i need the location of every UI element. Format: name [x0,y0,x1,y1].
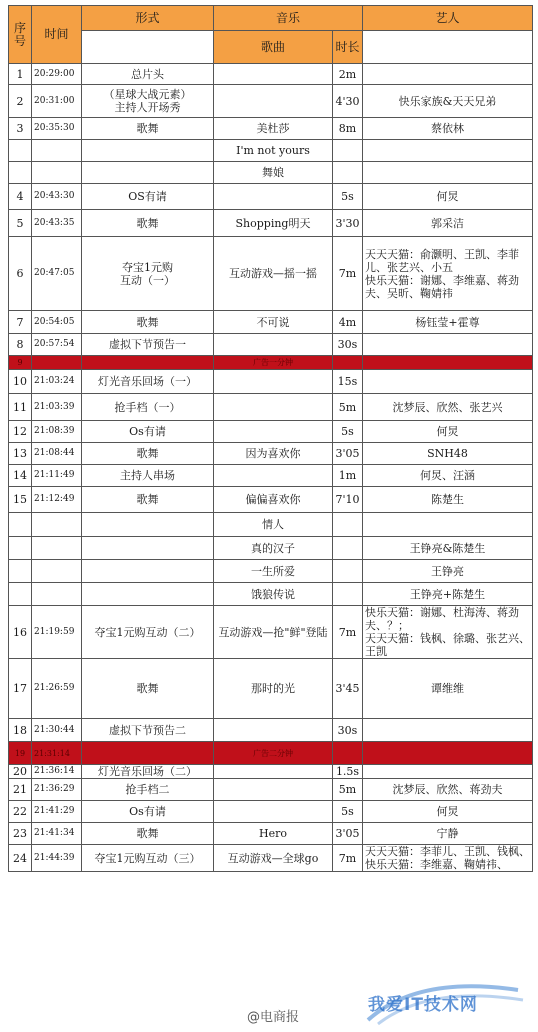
cell-artist: 天天天猫：李菲儿、王凯、钱枫、 快乐天猫：李维嘉、鞠婧祎、 [363,845,533,872]
cell-duration: 3'05 [333,823,363,845]
cell-time: 21:03:39 [32,394,82,421]
cell-artist: 郭采洁 [363,210,533,237]
table-row [9,823,533,845]
cell-artist [363,742,533,765]
cell-time: 21:30:44 [32,719,82,742]
ad-break-row [9,356,533,370]
cell-artist: 何炅 [363,184,533,210]
cell-song: I'm not yours [214,140,333,162]
header-artist: 艺人 [363,6,533,31]
cell-duration: 7m [333,237,363,311]
cell-format [82,742,214,765]
cell-no: 11 [9,394,32,421]
cell-no [9,537,32,560]
table-row [9,421,533,443]
cell-duration: 2m [333,64,363,85]
cell-duration [333,742,363,765]
cell-no: 15 [9,487,32,513]
cell-format: Os有请 [82,421,214,443]
table-row [9,443,533,465]
table-row [9,162,533,184]
cell-no: 6 [9,237,32,311]
cell-duration: 3'05 [333,443,363,465]
cell-format [82,583,214,606]
cell-time [32,583,82,606]
cell-format [82,140,214,162]
cell-duration: 5m [333,394,363,421]
cell-duration [333,537,363,560]
table-row [9,719,533,742]
cell-song [214,184,333,210]
cell-duration: 7'10 [333,487,363,513]
cell-time: 20:29:00 [32,64,82,85]
cell-song: 美杜莎 [214,118,333,140]
cell-format: 夺宝1元购 互动（一） [82,237,214,311]
table-row [9,779,533,801]
cell-song: 不可说 [214,311,333,334]
cell-no [9,583,32,606]
header-format-blank [82,31,214,64]
cell-time: 21:26:59 [32,659,82,719]
cell-song: 互动游戏—摇一摇 [214,237,333,311]
cell-artist: 王铮亮+陈楚生 [363,583,533,606]
cell-song: 情人 [214,513,333,537]
cell-no: 1 [9,64,32,85]
cell-format [82,356,214,370]
cell-artist [363,356,533,370]
cell-duration: 8m [333,118,363,140]
ad-break-row [9,742,533,765]
cell-artist: 天天天猫：俞灏明、王凯、李菲儿、张艺兴、小五 快乐天猫：谢娜、李维嘉、蒋劲夫、吴昕、鞠婧祎 [363,237,533,311]
cell-artist: 陈楚生 [363,487,533,513]
table-row [9,334,533,356]
cell-format [82,537,214,560]
table-row [9,237,533,311]
cell-artist: 杨钰莹+霍尊 [363,311,533,334]
table-row [9,394,533,421]
cell-format [82,513,214,537]
table-row [9,370,533,394]
cell-no: 5 [9,210,32,237]
cell-no [9,140,32,162]
cell-song [214,64,333,85]
cell-song: 饿狼传说 [214,583,333,606]
cell-time: 20:54:05 [32,311,82,334]
cell-artist: 何炅 [363,801,533,823]
table-row [9,85,533,118]
cell-song [214,719,333,742]
cell-song: 一生所爱 [214,560,333,583]
table-row [9,210,533,237]
cell-format: 主持人串场 [82,465,214,487]
cell-song: 互动游戏—抢"鲜"登陆 [214,606,333,659]
cell-duration: 5m [333,779,363,801]
table-row [9,487,533,513]
cell-artist [363,140,533,162]
cell-no: 23 [9,823,32,845]
cell-artist: SNH48 [363,443,533,465]
cell-song: 偏偏喜欢你 [214,487,333,513]
cell-time: 21:41:34 [32,823,82,845]
cell-no: 18 [9,719,32,742]
cell-song: 因为喜欢你 [214,443,333,465]
cell-no: 19 [9,742,32,765]
cell-format: Os有请 [82,801,214,823]
cell-time [32,356,82,370]
cell-artist: 王铮亮&陈楚生 [363,537,533,560]
cell-format: 歌舞 [82,443,214,465]
cell-format: 夺宝1元购互动（三） [82,845,214,872]
cell-song [214,370,333,394]
cell-artist [363,334,533,356]
cell-time: 21:44:39 [32,845,82,872]
cell-no [9,513,32,537]
cell-artist: 宁静 [363,823,533,845]
table-row [9,801,533,823]
cell-duration: 5s [333,184,363,210]
cell-artist: 快乐家族&天天兄弟 [363,85,533,118]
cell-no: 16 [9,606,32,659]
cell-no: 22 [9,801,32,823]
cell-artist: 谭维维 [363,659,533,719]
cell-format: 抢手档（一） [82,394,214,421]
cell-no: 21 [9,779,32,801]
cell-artist [363,162,533,184]
cell-duration: 7m [333,845,363,872]
cell-format: （星球大战元素） 主持人开场秀 [82,85,214,118]
table-row [9,513,533,537]
table-row [9,140,533,162]
cell-song [214,465,333,487]
cell-format: OS有请 [82,184,214,210]
cell-time: 20:47:05 [32,237,82,311]
table-row [9,184,533,210]
cell-no: 8 [9,334,32,356]
cell-format: 歌舞 [82,118,214,140]
cell-song [214,801,333,823]
table-row [9,659,533,719]
cell-no: 14 [9,465,32,487]
cell-no: 2 [9,85,32,118]
cell-no [9,560,32,583]
cell-duration: 3'30 [333,210,363,237]
header-format: 形式 [82,6,214,31]
cell-format: 歌舞 [82,823,214,845]
cell-time: 20:57:54 [32,334,82,356]
cell-duration: 5s [333,421,363,443]
cell-artist: 何炅 [363,421,533,443]
header-song: 歌曲 [214,31,333,64]
cell-format [82,560,214,583]
cell-artist: 王铮亮 [363,560,533,583]
cell-duration [333,560,363,583]
cell-time: 20:35:30 [32,118,82,140]
cell-duration [333,513,363,537]
cell-no: 10 [9,370,32,394]
cell-duration: 15s [333,370,363,394]
table-row [9,537,533,560]
cell-duration [333,162,363,184]
cell-format: 虚拟下节预告二 [82,719,214,742]
cell-no: 7 [9,311,32,334]
header-music: 音乐 [214,6,363,31]
cell-song [214,421,333,443]
cell-duration: 7m [333,606,363,659]
table-row [9,606,533,659]
cell-song [214,334,333,356]
table-row [9,765,533,779]
cell-song: 广告一分钟 [214,356,333,370]
cell-artist [363,513,533,537]
cell-artist: 沈梦辰、欣然、蒋劲夫 [363,779,533,801]
cell-no: 12 [9,421,32,443]
cell-time: 21:03:24 [32,370,82,394]
cell-time: 20:43:35 [32,210,82,237]
header-duration: 时长 [333,31,363,64]
cell-time [32,537,82,560]
cell-duration: 4m [333,311,363,334]
cell-no: 4 [9,184,32,210]
table-row [9,118,533,140]
cell-duration: 4'30 [333,85,363,118]
cell-no: 24 [9,845,32,872]
cell-time: 21:08:44 [32,443,82,465]
table-row [9,560,533,583]
cell-song [214,394,333,421]
cell-format: 抢手档二 [82,779,214,801]
cell-time [32,560,82,583]
cell-time: 20:31:00 [32,85,82,118]
cell-format: 歌舞 [82,311,214,334]
cell-format [82,162,214,184]
cell-time: 21:36:29 [32,779,82,801]
cell-time: 20:43:30 [32,184,82,210]
cell-time: 21:41:29 [32,801,82,823]
cell-song [214,779,333,801]
cell-format: 总片头 [82,64,214,85]
cell-format: 虚拟下节预告一 [82,334,214,356]
cell-artist: 快乐天猫：谢娜、杜海涛、蒋劲夫、？； 天天天猫：钱枫、徐璐、张艺兴、王凯 [363,606,533,659]
cell-artist [363,719,533,742]
cell-artist: 蔡依林 [363,118,533,140]
schedule-table [8,5,533,872]
table-row [9,311,533,334]
cell-format: 夺宝1元购互动（二） [82,606,214,659]
table-row [9,465,533,487]
table-row [9,64,533,85]
cell-duration: 3'45 [333,659,363,719]
cell-artist [363,765,533,779]
cell-song: Shopping明天 [214,210,333,237]
header-time: 时间 [32,6,82,64]
cell-duration: 30s [333,719,363,742]
cell-duration [333,356,363,370]
cell-format: 灯光音乐回场（二） [82,765,214,779]
cell-duration: 5s [333,801,363,823]
cell-duration: 30s [333,334,363,356]
cell-time [32,140,82,162]
cell-song: Hero [214,823,333,845]
cell-no: 20 [9,765,32,779]
cell-time: 21:12:49 [32,487,82,513]
cell-time: 21:11:49 [32,465,82,487]
cell-format: 歌舞 [82,659,214,719]
cell-no [9,162,32,184]
cell-format: 歌舞 [82,210,214,237]
cell-no: 3 [9,118,32,140]
cell-format: 歌舞 [82,487,214,513]
cell-time: 21:31:14 [32,742,82,765]
cell-artist [363,370,533,394]
cell-song: 舞娘 [214,162,333,184]
cell-no: 13 [9,443,32,465]
watermark-source: @电商报 [247,1010,300,1025]
cell-song: 互动游戏—全球go [214,845,333,872]
cell-no: 17 [9,659,32,719]
watermark-site: 我爱IT技术网 [368,995,478,1015]
cell-song: 广告二分钟 [214,742,333,765]
cell-duration: 1m [333,465,363,487]
cell-duration [333,140,363,162]
table-row [9,583,533,606]
header-artist-blank [363,31,533,64]
cell-time: 21:36:14 [32,765,82,779]
cell-song [214,85,333,118]
cell-artist: 何炅、汪涵 [363,465,533,487]
cell-duration: 1.5s [333,765,363,779]
cell-song: 真的汉子 [214,537,333,560]
cell-time: 21:08:39 [32,421,82,443]
cell-time: 21:19:59 [32,606,82,659]
cell-duration [333,583,363,606]
cell-artist [363,64,533,85]
cell-song: 那时的光 [214,659,333,719]
cell-time [32,162,82,184]
cell-artist: 沈梦辰、欣然、张艺兴 [363,394,533,421]
cell-no: 9 [9,356,32,370]
cell-song [214,765,333,779]
cell-time [32,513,82,537]
table-row [9,845,533,872]
cell-format: 灯光音乐回场（一） [82,370,214,394]
header-no: 序号 [9,6,32,64]
